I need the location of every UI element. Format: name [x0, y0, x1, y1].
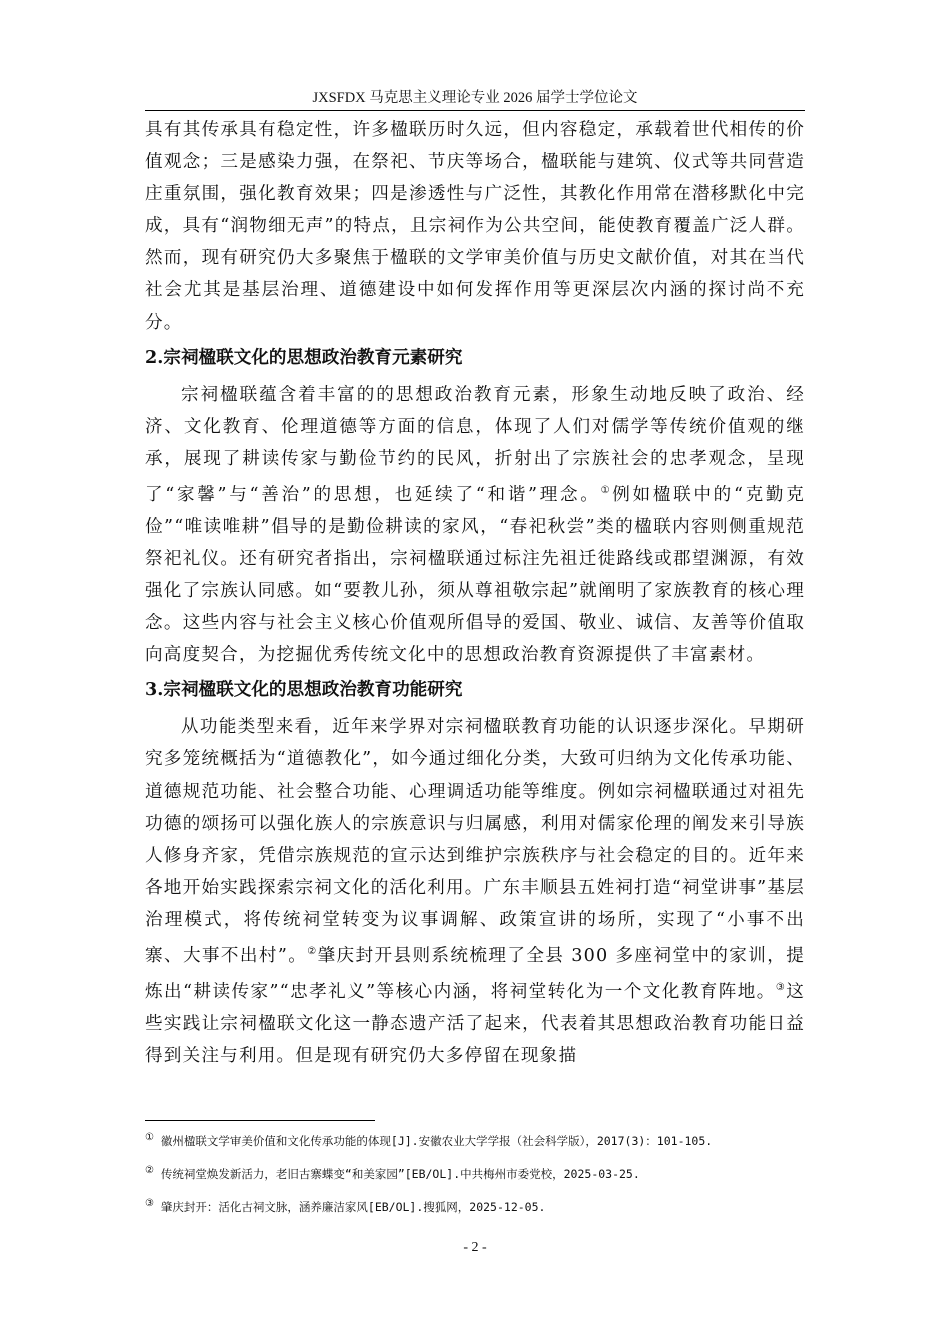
paragraph-text: 这些实践让宗祠楹联文化这一静态遗产活了起来，代表着其思想政治教育功能日益得到关注与利用。但是现有研究仍大多停留在现象描 [145, 981, 805, 1067]
footnote-mark: ② [145, 1164, 154, 1176]
footnote [145, 1161, 810, 1184]
footnote-text: 徽州楹联文学审美价值和文化传承功能的体现[J].安徽农业大学学报（社会科学版），2017(3)：101-105. [153, 1133, 713, 1148]
paragraph-text: 从功能类型来看，近年来学界对宗祠楹联教育功能的认识逐步深化。早期研究多笼统概括为“道德教化”，如今通过细化分类，大致可归纳为文化传承功能、道德规范功能、社会整合功能、心理调适功能等维度。例如宗祠楹联通过对祖先功德的颂扬可以强化族人的宗族意识与归属感，利用对儒家伦理的阐发来引导族人修身齐家，凭借宗族规范的宣示达到维护宗族秩序与社会稳定的目的。近年来各地开始实践探索宗祠文化的活化利用。广东丰顺县五姓祠打造“祠堂讲事”基层治理模式，将传统祠堂转变为议事调解、政策宣讲的场所，实现了“小事不出寨、大事不出村”。 [145, 717, 805, 966]
footnotes [145, 1128, 810, 1226]
page-header: JXSFDX 马克思主义理论专业 2026 届学士学位论文 [312, 90, 638, 106]
paragraph [145, 711, 805, 1072]
footnote-separator [145, 1120, 375, 1121]
footnote-text: 传统祠堂焕发新活力，老旧古寨蝶变“和美家园”[EB/OL].中共梅州市委党校，2025-03-25. [153, 1166, 640, 1181]
section-heading: 2.宗祠楹联文化的思想政治教育元素研究 [145, 346, 463, 368]
footnote-ref[interactable]: ③ [775, 981, 787, 993]
paragraph: 具有其传承具有稳定性，许多楹联历时久远，但内容稳定，承载着世代相传的价值观念；三是感染力强，在祭祀、节庆等场合，楹联能与建筑、仪式等共同营造庄重氛围，强化教育效果；四是渗透性与广泛性，其教化作用常在潜移默化中完成，具有“润物细无声”的特点，且宗祠作为公共空间，能使教育覆盖广泛人群。然而，现有研究仍大多聚焦于楹联的文学审美价值与历史文献价值，对其在当代社会尤其是基层治理、道德建设中如何发挥作用等更深层次内涵的探讨尚不充分。 [145, 120, 805, 333]
main-content [145, 114, 805, 1072]
footnote [145, 1128, 810, 1151]
footnote-ref[interactable]: ① [600, 484, 613, 496]
paragraph [145, 379, 805, 672]
section-heading: 3.宗祠楹联文化的思想政治教育功能研究 [145, 679, 463, 701]
footnote [145, 1194, 810, 1217]
footnote-mark: ③ [145, 1197, 154, 1209]
paragraph-text: 例如楹联中的“克勤克俭”“唯读唯耕”倡导的是勤俭耕读的家风，“春祀秋尝”类的楹联内容则侧重规范祭祀礼仪。还有研究者指出，宗祠楹联通过标注先祖迁徙路线或郡望渊源，有效强化了宗族认同感。如“要教儿孙，须从尊祖敬宗起”就阐明了家族教育的核心理念。这些内容与社会主义核心价值观所倡导的爱国、敬业、诚信、友善等价值取向高度契合，为挖掘优秀传统文化中的思想政治教育资源提供了丰富素材。 [145, 484, 806, 666]
page-number: - 2 - [463, 1240, 487, 1255]
footnote-text: 肇庆封开：活化古祠文脉，涵养廉洁家风[EB/OL].搜狐网，2025-12-05. [153, 1199, 546, 1214]
footnote-ref[interactable]: ② [307, 946, 318, 958]
paragraph-text: 肇庆封开县则系统梳理了全县 300 多座祠堂中的家训，提炼出“耕读传家”“忠孝礼义”等核心内涵，将祠堂转化为一个文化教育阵地。 [145, 945, 805, 1002]
header-rule [145, 110, 805, 111]
footnote-mark: ① [145, 1132, 154, 1143]
paragraph-text: 宗祠楹联蕴含着丰富的的思想政治教育元素，形象生动地反映了政治、经济、文化教育、伦理道德等方面的信息，体现了人们对儒学等传统价值观的继承，展现了耕读传家与勤俭节约的民风，折射出了宗族社会的忠孝观念，呈现了“家馨”与“善治”的思想，也延续了“和谐”理念。 [145, 384, 805, 505]
